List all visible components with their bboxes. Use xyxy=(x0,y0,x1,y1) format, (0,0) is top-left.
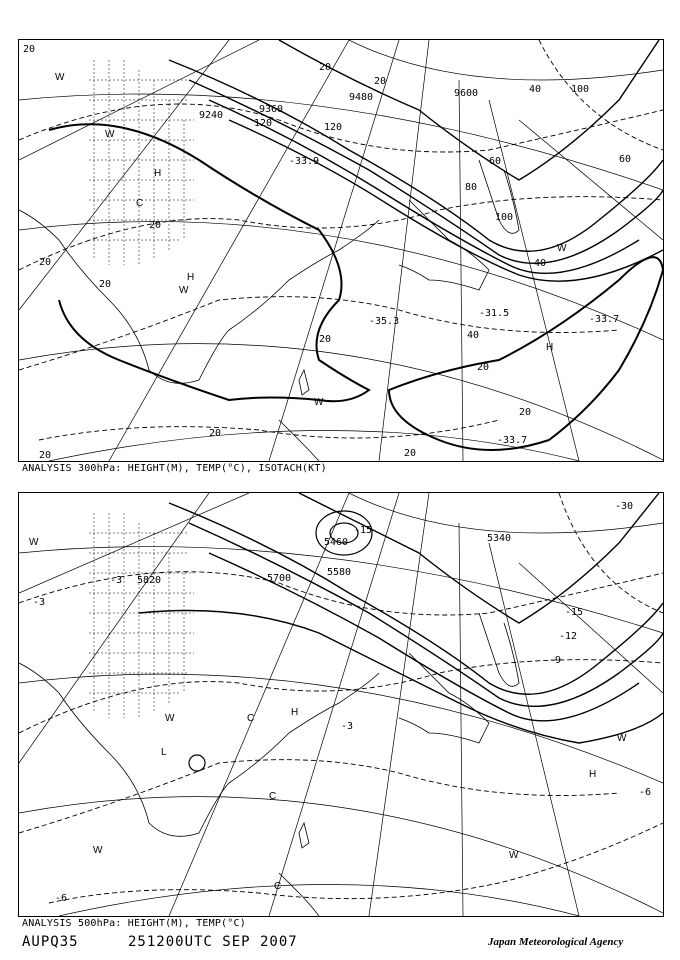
grid-meridian xyxy=(169,493,352,916)
chart-300hpa-map xyxy=(19,40,663,461)
coastline-japan xyxy=(399,200,489,290)
isotach-label: 20 xyxy=(319,334,332,345)
temperature-contours xyxy=(19,40,663,440)
temperature-label: -6 xyxy=(639,787,652,798)
isotach-label: 20 xyxy=(39,450,52,461)
temperature-label: -33.7 xyxy=(497,435,528,446)
temperature-label: -6 xyxy=(55,893,68,904)
warm-center-mark: W xyxy=(617,733,627,744)
isotach-label: 120 xyxy=(254,118,273,129)
height-label: 5820 xyxy=(137,575,162,586)
coastline-taiwan xyxy=(299,370,309,395)
valid-time: 251200UTC SEP 2007 xyxy=(128,934,298,950)
grid-parallel xyxy=(19,797,663,913)
grid-meridian xyxy=(369,493,429,916)
product-code: AUPQ35 xyxy=(22,934,79,950)
isotach-contours xyxy=(49,124,663,450)
coastline-philippines xyxy=(279,873,319,916)
grid-parallel xyxy=(349,40,663,80)
temperature-label: -35.3 xyxy=(369,316,400,327)
temperature-label: -3 xyxy=(110,575,123,586)
warm-center-mark: W xyxy=(105,129,115,140)
low-center-mark: L xyxy=(161,747,167,758)
isotach-label: 80 xyxy=(465,182,478,193)
isotach-label: 40 xyxy=(534,258,547,269)
coastline-philippines xyxy=(279,420,319,461)
high-center-mark: H xyxy=(154,168,162,179)
grid-meridian xyxy=(489,543,579,916)
height-contours xyxy=(169,40,663,281)
isotach-label: 40 xyxy=(529,84,542,95)
warm-center-mark: W xyxy=(55,72,65,83)
grid-meridian xyxy=(459,523,463,916)
temperature-label: -30 xyxy=(615,501,634,512)
high-center-mark: H xyxy=(187,272,195,283)
warm-center-mark: W xyxy=(509,850,519,861)
warm-center-mark: W xyxy=(557,243,567,254)
temperature-label: -15 xyxy=(565,607,584,618)
temperature-label: -3 xyxy=(341,721,354,732)
grid-meridian xyxy=(519,120,663,240)
isotach-label: 40 xyxy=(467,330,480,341)
isotach-label: 20 xyxy=(149,220,162,231)
warm-center-mark: W xyxy=(29,537,39,548)
chart-500hpa-caption: ANALYSIS 500hPa: HEIGHT(M), TEMP(°C) xyxy=(22,918,246,929)
temperature-label: -31.5 xyxy=(479,308,510,319)
cold-center-mark: C xyxy=(247,713,255,724)
mountain-hatch xyxy=(89,513,194,718)
temperature-label: -9 xyxy=(549,655,562,666)
height-label: 5460 xyxy=(324,537,349,548)
isotach-label: 20 xyxy=(404,448,417,459)
chart-300hpa xyxy=(18,39,664,462)
cold-center-mark: C xyxy=(274,881,282,892)
isotach-label: 100 xyxy=(571,84,590,95)
warm-center-mark: W xyxy=(314,397,324,408)
warm-center-mark: W xyxy=(165,713,175,724)
height-contours xyxy=(139,493,663,743)
chart-500hpa xyxy=(18,492,664,917)
isotach-label: 60 xyxy=(619,154,632,165)
temperature-label: -15 xyxy=(354,525,373,536)
high-center-mark: H xyxy=(546,342,554,353)
grid-meridian xyxy=(459,80,463,461)
mountain-hatch xyxy=(89,60,194,265)
grid-parallel xyxy=(349,493,663,533)
isotach-labels xyxy=(23,44,631,461)
warm-center-mark: W xyxy=(179,285,189,296)
temperature-label: -12 xyxy=(559,631,578,642)
agency-name: Japan Meteorological Agency xyxy=(488,936,624,948)
isotach-label: 120 xyxy=(324,122,343,133)
coastline-sakhalin xyxy=(479,613,519,686)
isotach-ring xyxy=(49,124,369,401)
isotach-label: 20 xyxy=(374,76,387,87)
temperature-labels xyxy=(33,501,651,904)
cyclone-rings xyxy=(189,511,372,771)
grid-meridian xyxy=(109,40,349,461)
temperature-label: -33.9 xyxy=(289,156,320,167)
grid-meridian xyxy=(19,493,249,593)
isotach-label: 60 xyxy=(489,156,502,167)
cold-center-mark: C xyxy=(269,791,277,802)
grid-meridian xyxy=(519,563,663,693)
cold-center-mark: C xyxy=(136,198,144,209)
coastline-asia xyxy=(19,210,379,383)
coastline-asia xyxy=(19,663,379,836)
height-label: 5580 xyxy=(327,567,352,578)
chart-300hpa-caption: ANALYSIS 300hPa: HEIGHT(M), TEMP(°C), ISOTACH(KT) xyxy=(22,463,327,474)
grid-meridian xyxy=(269,493,399,916)
isotach-label: 20 xyxy=(23,44,36,55)
isotach-label: 20 xyxy=(209,428,222,439)
height-label: 5700 xyxy=(267,573,292,584)
isotach-label: 20 xyxy=(477,362,490,373)
temperature-label: -3 xyxy=(33,597,46,608)
isotach-label: 100 xyxy=(495,212,514,223)
high-center-mark: H xyxy=(291,707,299,718)
height-label: 9240 xyxy=(199,110,224,121)
isotach-label: 20 xyxy=(319,62,332,73)
warm-center-mark: W xyxy=(93,845,103,856)
isotach-label: 20 xyxy=(39,257,52,268)
height-label: 9360 xyxy=(259,104,284,115)
isotach-label: 20 xyxy=(519,407,532,418)
high-center-mark: H xyxy=(589,769,597,780)
temperature-label: -33.7 xyxy=(589,314,620,325)
chart-500hpa-map xyxy=(19,493,663,916)
grid-meridian xyxy=(19,493,209,763)
map-grid xyxy=(19,493,663,916)
isotach-ring xyxy=(389,257,663,450)
grid-parallel xyxy=(59,885,579,917)
coastline-taiwan xyxy=(299,823,309,848)
height-label: 5340 xyxy=(487,533,512,544)
height-label: 9600 xyxy=(454,88,479,99)
isotach-label: 20 xyxy=(99,279,112,290)
height-label: 9480 xyxy=(349,92,374,103)
